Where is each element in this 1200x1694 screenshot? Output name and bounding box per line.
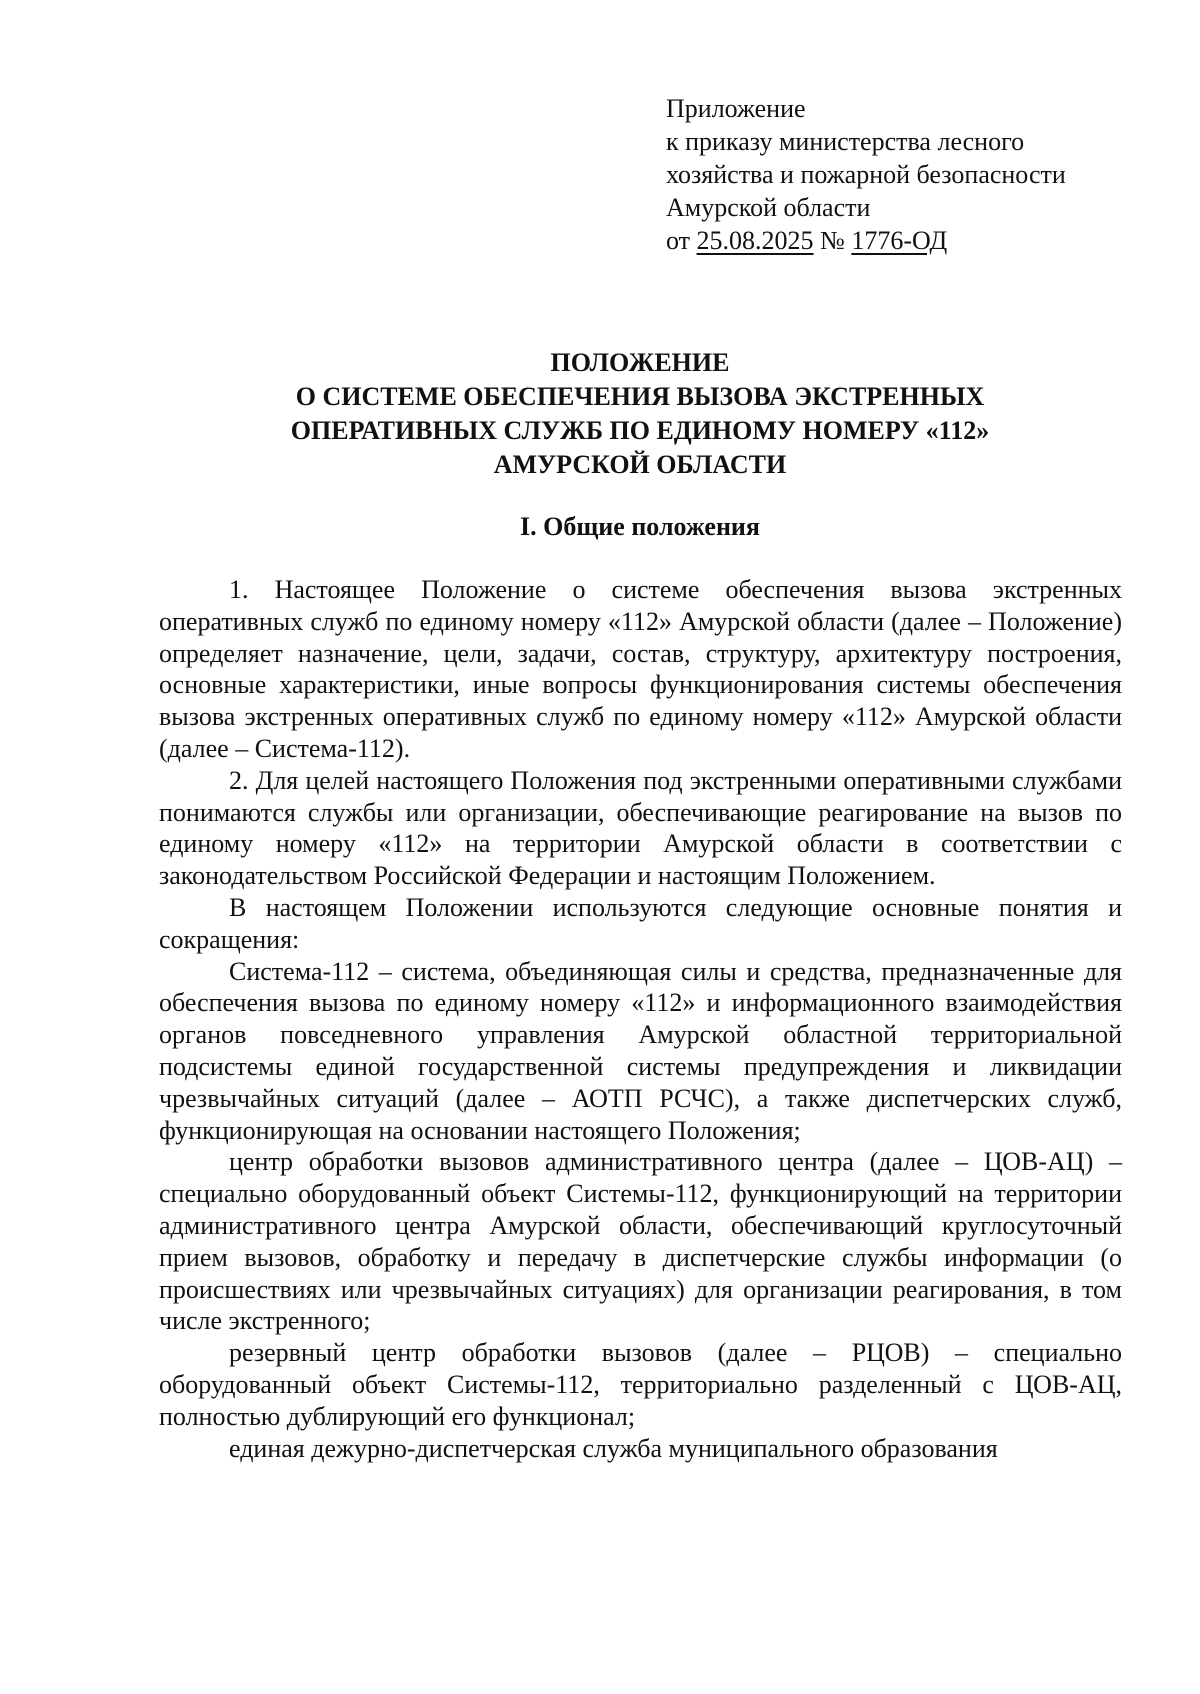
- paragraph: резервный центр обработки вызовов (далее – РЦОВ) – специально оборудованный объект Системы-112, территориально разделенный с ЦОВ-АЦ, полностью дублирующий его функционал;: [159, 1338, 1122, 1431]
- date-prefix: от: [666, 226, 691, 255]
- title-line: АМУРСКОЙ ОБЛАСТИ: [493, 450, 787, 479]
- appendix-line: хозяйства и пожарной безопасности: [666, 160, 1066, 189]
- paragraph: единая дежурно-диспетчерская служба муниципального образования: [229, 1433, 998, 1463]
- document-title: [150, 346, 1130, 482]
- paragraph: 2. Для целей настоящего Положения под экстренными оперативными службами понимаются службы или организации, обеспечивающие реагирование на вызов по единому номеру «112» на территории Амурской области в соответствии с законодательством Российской Федерации и настоящим Положением.: [159, 765, 1122, 891]
- paragraph: В настоящем Положении используются следующие основные понятия и сокращения:: [159, 892, 1122, 954]
- number-prefix: №: [820, 226, 845, 255]
- paragraph: Система-112 – система, объединяющая силы и средства, предназначенные для обеспечения вызова по единому номеру «112» и информационного взаимодействия органов повседневного управления Амурской областной территориальной подсистемы единой государственной системы предупреждения и ликвидации чрезвычайных ситуаций (далее – АОТП РСЧС), а также диспетчерских служб, функционирующая на основании настоящего Положения;: [159, 956, 1122, 1145]
- section-heading: I. Общие положения: [520, 512, 760, 541]
- appendix-line: Приложение: [666, 94, 806, 123]
- title-line: ОПЕРАТИВНЫХ СЛУЖБ ПО ЕДИНОМУ НОМЕРУ «112»: [290, 416, 990, 445]
- paragraph: 1. Настоящее Положение о системе обеспечения вызова экстренных оперативных служб по единому номеру «112» Амурской области (далее – Положение) определяет назначение, цели, задачи, состав, структуру, архитектуру построения, основные характеристики, иные вопросы функционирования системы обеспечения вызова экстренных оперативных служб по единому номеру «112» Амурской области (далее – Система-112).: [159, 575, 1122, 763]
- appendix-block: [666, 92, 1066, 257]
- document-body: [159, 574, 1122, 1464]
- order-date: 25.08.2025: [696, 226, 814, 255]
- appendix-line: Амурской области: [666, 193, 871, 222]
- paragraph: центр обработки вызовов административного центра (далее – ЦОВ-АЦ) – специально оборудованный объект Системы-112, функционирующий на территории административного центра Амурской области, обеспечивающий круглосуточный прием вызовов, обработку и передачу в диспетчерские службы информации (о происшествиях или чрезвычайных ситуациях) для организации реагирования, в том числе экстренного;: [159, 1147, 1122, 1336]
- appendix-line: к приказу министерства лесного: [666, 127, 1025, 156]
- title-line: О СИСТЕМЕ ОБЕСПЕЧЕНИЯ ВЫЗОВА ЭКСТРЕННЫХ: [295, 382, 985, 411]
- appendix-date-line: [666, 224, 1066, 257]
- title-line: ПОЛОЖЕНИЕ: [550, 348, 730, 377]
- order-number: 1776-ОД: [851, 226, 948, 255]
